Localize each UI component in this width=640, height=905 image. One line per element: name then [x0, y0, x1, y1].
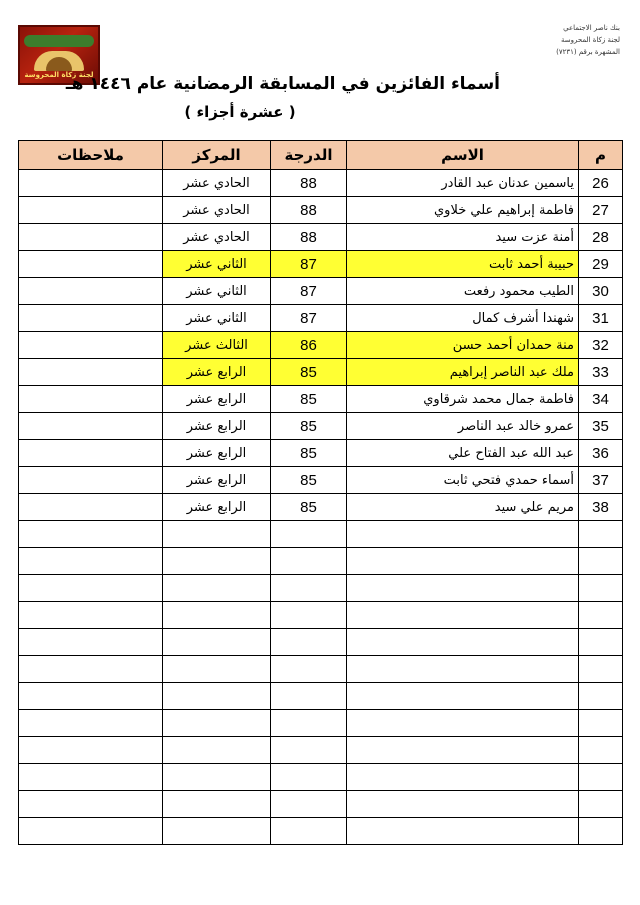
cell-name: حبيبة أحمد ثابت: [347, 251, 579, 278]
cell-score: [271, 818, 347, 845]
cell-name: فاطمة إبراهيم علي خلاوي: [347, 197, 579, 224]
cell-notes: [19, 602, 163, 629]
header-rank: المركز: [163, 141, 271, 170]
logo-band: [24, 35, 94, 47]
cell-num: 34: [579, 386, 623, 413]
cell-num: 30: [579, 278, 623, 305]
table-row: [19, 440, 623, 467]
cell-score: [271, 602, 347, 629]
header-name: الاسم: [347, 141, 579, 170]
cell-name: أمنة عزت سيد: [347, 224, 579, 251]
cell-notes: [19, 548, 163, 575]
cell-score: 85: [271, 413, 347, 440]
cell-name: [347, 737, 579, 764]
cell-rank: [163, 737, 271, 764]
table-row: [19, 710, 623, 737]
cell-rank: الثالث عشر: [163, 332, 271, 359]
table-header-row: [19, 141, 623, 170]
cell-num: [579, 737, 623, 764]
table-row: [19, 332, 623, 359]
cell-score: [271, 710, 347, 737]
cell-notes: [19, 305, 163, 332]
org-line-3: المشهرة برقم (٧٢٣١): [556, 48, 620, 56]
cell-notes: [19, 467, 163, 494]
table-row: [19, 197, 623, 224]
cell-name: شهندا أشرف كمال: [347, 305, 579, 332]
cell-name: فاطمة جمال محمد شرقاوي: [347, 386, 579, 413]
cell-name: [347, 764, 579, 791]
table-row: [19, 305, 623, 332]
table-row: [19, 278, 623, 305]
cell-notes: [19, 278, 163, 305]
table-row: [19, 170, 623, 197]
header-score: الدرجة: [271, 141, 347, 170]
cell-num: 26: [579, 170, 623, 197]
table-row: [19, 467, 623, 494]
cell-rank: الرابع عشر: [163, 494, 271, 521]
cell-score: 85: [271, 386, 347, 413]
table-row: [19, 413, 623, 440]
cell-num: [579, 575, 623, 602]
cell-num: 32: [579, 332, 623, 359]
cell-name: عبد الله عبد الفتاح علي: [347, 440, 579, 467]
cell-score: [271, 683, 347, 710]
table-row: [19, 818, 623, 845]
cell-name: مريم علي سيد: [347, 494, 579, 521]
cell-score: [271, 764, 347, 791]
table-row: [19, 548, 623, 575]
cell-num: [579, 710, 623, 737]
cell-score: [271, 629, 347, 656]
cell-num: [579, 521, 623, 548]
cell-num: 33: [579, 359, 623, 386]
cell-num: 27: [579, 197, 623, 224]
cell-notes: [19, 224, 163, 251]
cell-num: [579, 548, 623, 575]
table-row: [19, 386, 623, 413]
cell-rank: الثاني عشر: [163, 305, 271, 332]
cell-rank: [163, 791, 271, 818]
cell-notes: [19, 440, 163, 467]
cell-rank: الثاني عشر: [163, 278, 271, 305]
cell-num: [579, 791, 623, 818]
cell-notes: [19, 683, 163, 710]
page-title: أسماء الفائزين في المسابقة الرمضانية عام ١٤٤٦ هـ: [65, 74, 500, 94]
cell-num: 37: [579, 467, 623, 494]
table-row: [19, 683, 623, 710]
cell-score: [271, 575, 347, 602]
table-row: [19, 656, 623, 683]
header-notes: ملاحظات: [19, 141, 163, 170]
cell-score: 88: [271, 197, 347, 224]
table-row: [19, 602, 623, 629]
table-row: [19, 737, 623, 764]
cell-score: [271, 548, 347, 575]
organization-header: [520, 22, 620, 58]
cell-rank: الرابع عشر: [163, 386, 271, 413]
cell-score: 86: [271, 332, 347, 359]
cell-notes: [19, 521, 163, 548]
cell-name: [347, 710, 579, 737]
cell-notes: [19, 737, 163, 764]
cell-rank: الحادي عشر: [163, 224, 271, 251]
cell-rank: الرابع عشر: [163, 440, 271, 467]
cell-notes: [19, 764, 163, 791]
cell-notes: [19, 575, 163, 602]
page-subtitle: ( عشرة أجزاء ): [184, 103, 296, 121]
cell-notes: [19, 170, 163, 197]
cell-notes: [19, 494, 163, 521]
cell-name: منة حمدان أحمد حسن: [347, 332, 579, 359]
cell-rank: الحادي عشر: [163, 170, 271, 197]
cell-num: 36: [579, 440, 623, 467]
cell-rank: الرابع عشر: [163, 467, 271, 494]
cell-rank: [163, 764, 271, 791]
table-row: [19, 575, 623, 602]
cell-rank: [163, 548, 271, 575]
org-line-2: لجنة زكاة المحروسة: [561, 36, 620, 44]
cell-num: 31: [579, 305, 623, 332]
table-row: [19, 251, 623, 278]
cell-rank: الرابع عشر: [163, 413, 271, 440]
table-row: [19, 764, 623, 791]
org-line-1: بنك ناصر الاجتماعي: [563, 24, 620, 32]
cell-name: [347, 548, 579, 575]
cell-score: [271, 737, 347, 764]
cell-score: [271, 656, 347, 683]
cell-notes: [19, 791, 163, 818]
cell-num: [579, 683, 623, 710]
table-row: [19, 359, 623, 386]
cell-score: 87: [271, 278, 347, 305]
logo-caption: لجنة زكاة المحروسة: [24, 71, 94, 79]
cell-score: [271, 521, 347, 548]
cell-rank: [163, 575, 271, 602]
cell-score: 85: [271, 467, 347, 494]
cell-rank: [163, 629, 271, 656]
cell-name: ملك عبد الناصر إبراهيم: [347, 359, 579, 386]
cell-score: 85: [271, 359, 347, 386]
cell-score: 85: [271, 440, 347, 467]
cell-notes: [19, 251, 163, 278]
cell-rank: [163, 710, 271, 737]
cell-notes: [19, 656, 163, 683]
cell-name: أسماء حمدي فتحي ثابت: [347, 467, 579, 494]
table-row: [19, 629, 623, 656]
cell-score: 85: [271, 494, 347, 521]
cell-num: 35: [579, 413, 623, 440]
cell-name: عمرو خالد عبد الناصر: [347, 413, 579, 440]
cell-score: 88: [271, 224, 347, 251]
cell-rank: [163, 521, 271, 548]
header-num: م: [579, 141, 623, 170]
cell-rank: [163, 656, 271, 683]
cell-rank: [163, 818, 271, 845]
cell-notes: [19, 413, 163, 440]
cell-name: الطيب محمود رفعت: [347, 278, 579, 305]
cell-notes: [19, 359, 163, 386]
cell-num: [579, 818, 623, 845]
cell-rank: [163, 602, 271, 629]
cell-notes: [19, 629, 163, 656]
cell-num: 29: [579, 251, 623, 278]
cell-score: 88: [271, 170, 347, 197]
cell-score: 87: [271, 305, 347, 332]
cell-num: [579, 764, 623, 791]
cell-name: [347, 521, 579, 548]
cell-notes: [19, 710, 163, 737]
cell-num: [579, 602, 623, 629]
cell-num: [579, 629, 623, 656]
cell-num: [579, 656, 623, 683]
cell-rank: الحادي عشر: [163, 197, 271, 224]
cell-name: [347, 575, 579, 602]
table-row: [19, 224, 623, 251]
cell-name: [347, 656, 579, 683]
cell-num: 38: [579, 494, 623, 521]
cell-notes: [19, 332, 163, 359]
cell-name: ياسمين عدنان عبد القادر: [347, 170, 579, 197]
cell-name: [347, 818, 579, 845]
table-row: [19, 521, 623, 548]
cell-score: [271, 791, 347, 818]
cell-score: 87: [271, 251, 347, 278]
cell-name: [347, 602, 579, 629]
cell-name: [347, 683, 579, 710]
cell-notes: [19, 197, 163, 224]
table-row: [19, 791, 623, 818]
cell-notes: [19, 818, 163, 845]
table-row: [19, 494, 623, 521]
cell-num: 28: [579, 224, 623, 251]
cell-rank: الثاني عشر: [163, 251, 271, 278]
cell-name: [347, 629, 579, 656]
cell-notes: [19, 386, 163, 413]
results-table: [18, 140, 623, 845]
cell-rank: الرابع عشر: [163, 359, 271, 386]
cell-name: [347, 791, 579, 818]
cell-rank: [163, 683, 271, 710]
